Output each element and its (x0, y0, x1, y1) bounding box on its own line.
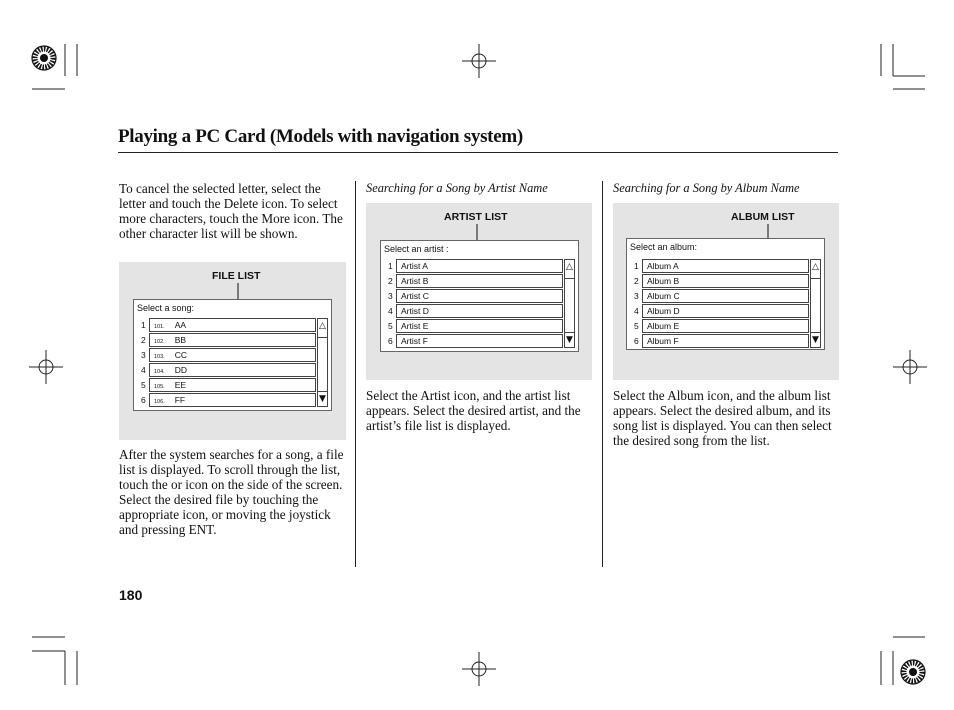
list-item[interactable] (149, 378, 316, 392)
scroll-up-icon[interactable]: △ (566, 262, 573, 272)
row-number: 2 (388, 276, 393, 286)
album-list-figure (613, 203, 839, 380)
registration-mark-icon (32, 46, 56, 70)
file-name: EE (174, 380, 187, 390)
figure-caption: Searching for a Song by Album Name (613, 181, 800, 195)
list-item[interactable]: Album A (642, 259, 809, 273)
row-number: 3 (141, 350, 146, 360)
page-number: 180 (119, 587, 143, 603)
list-item[interactable]: Artist A (396, 259, 563, 273)
file-list-figure (119, 262, 346, 440)
list-item[interactable]: Album C (642, 289, 809, 303)
scroll-down-icon[interactable]: ▼ (566, 335, 573, 345)
row-number: 5 (388, 321, 393, 331)
row-number: 4 (634, 306, 639, 316)
file-name: BB (174, 335, 187, 345)
file-index: 104. (154, 369, 165, 375)
scroll-down-icon[interactable]: ▼ (812, 335, 819, 345)
body-paragraph: After the system searches for a song, a file list is displayed. To scroll through the list, touch the or icon on the side of the screen. Select the desired file by touching the appropriate icon, or moving the joystick and pressing ENT. (119, 447, 344, 537)
list-item[interactable] (149, 348, 316, 362)
file-name: AA (174, 320, 187, 330)
scroll-up-icon[interactable]: △ (319, 321, 326, 331)
row-number: 1 (388, 261, 393, 271)
panel-title: Select an artist : (384, 244, 449, 254)
scroll-down-icon[interactable]: ▼ (319, 394, 326, 404)
file-index: 106. (154, 399, 165, 405)
song-list-panel (133, 299, 332, 411)
file-index: 103. (154, 354, 165, 360)
scrollbar[interactable] (317, 318, 328, 407)
scroll-up-icon[interactable]: △ (812, 262, 819, 272)
list-item[interactable]: Album E (642, 319, 809, 333)
list-item[interactable]: Album D (642, 304, 809, 318)
list-item[interactable]: Artist C (396, 289, 563, 303)
list-item[interactable] (149, 363, 316, 377)
row-number: 2 (141, 335, 146, 345)
list-item[interactable]: Album F (642, 334, 809, 348)
scrollbar[interactable] (564, 259, 575, 348)
body-paragraph: Select the Album icon, and the album list appears. Select the desired album, and its song list is displayed. You can then select the desired song from the list. (613, 388, 832, 448)
column-divider (602, 181, 603, 567)
body-paragraph: Select the Artist icon, and the artist list appears. Select the desired artist, and the artist’s file list is displayed. (366, 388, 581, 433)
row-number: 6 (388, 336, 393, 346)
figure-label: ALBUM LIST (731, 211, 795, 223)
page-title: Playing a PC Card (Models with navigation system) (118, 126, 523, 147)
row-number: 6 (634, 336, 639, 346)
file-name: FF (174, 395, 186, 405)
row-number: 5 (634, 321, 639, 331)
title-divider (118, 152, 838, 153)
artist-list-panel (380, 240, 579, 352)
registration-mark-icon (901, 660, 925, 684)
album-list-panel (626, 238, 825, 350)
row-number: 4 (141, 365, 146, 375)
list-item[interactable] (149, 333, 316, 347)
row-number: 5 (141, 380, 146, 390)
artist-list-figure (366, 203, 592, 380)
file-index: 102. (154, 339, 165, 345)
row-number: 3 (634, 291, 639, 301)
list-item[interactable]: Artist E (396, 319, 563, 333)
row-number: 1 (634, 261, 639, 271)
figure-label: FILE LIST (212, 270, 261, 282)
list-item[interactable]: Artist F (396, 334, 563, 348)
list-item[interactable]: Artist B (396, 274, 563, 288)
row-number: 3 (388, 291, 393, 301)
list-item[interactable]: Album B (642, 274, 809, 288)
row-number: 6 (141, 395, 146, 405)
row-number: 4 (388, 306, 393, 316)
figure-caption: Searching for a Song by Artist Name (366, 181, 548, 195)
file-index: 105. (154, 384, 165, 390)
column-divider (355, 181, 356, 567)
file-name: CC (174, 350, 187, 360)
panel-title: Select a song: (137, 303, 195, 313)
list-item[interactable] (149, 318, 316, 332)
row-number: 1 (141, 320, 146, 330)
file-index: 101. (154, 324, 165, 330)
panel-title: Select an album: (630, 242, 698, 252)
row-number: 2 (634, 276, 639, 286)
intro-paragraph: To cancel the selected letter, select the letter and touch the Delete icon. To select more characters, touch the More icon. The other character list will be shown. (119, 181, 343, 241)
scrollbar[interactable] (810, 259, 821, 348)
list-item[interactable]: Artist D (396, 304, 563, 318)
figure-label: ARTIST LIST (444, 211, 508, 223)
file-name: DD (174, 365, 187, 375)
list-item[interactable] (149, 393, 316, 407)
